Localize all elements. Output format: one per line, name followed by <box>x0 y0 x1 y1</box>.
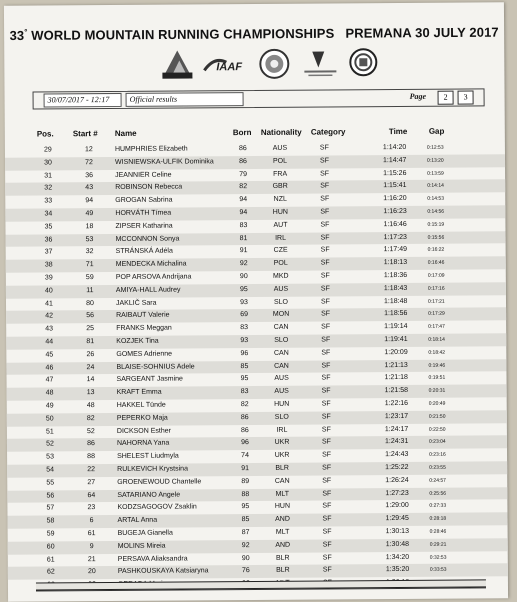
cell-time: 1:35:20 <box>385 566 410 574</box>
cell-gap: 0:17:47 <box>428 323 445 330</box>
cell-nat: MON <box>272 311 290 319</box>
col-header-name: Name <box>114 128 137 138</box>
cell-name: MCCONNON Sonya <box>115 235 180 243</box>
cell-gap: 0:20:31 <box>428 387 446 394</box>
cell-born: 81 <box>239 234 248 242</box>
cell-start: 22 <box>87 466 96 474</box>
cell-nat: HUN <box>274 503 291 511</box>
cell-cat: SF <box>322 553 332 562</box>
col-header-start: Start # <box>72 129 98 139</box>
results-table <box>5 141 508 592</box>
cell-name: KRAFT Emma <box>116 388 162 397</box>
cell-time: 1:24:43 <box>385 451 409 459</box>
cell-cat: SF <box>320 170 330 178</box>
cell-name: RAIBAUT Valerie <box>116 311 170 320</box>
cell-nat: AUS <box>274 387 289 396</box>
cell-born: 90 <box>239 273 248 281</box>
cell-name: JEANNIER Celine <box>115 171 172 179</box>
cell-pos: 56 <box>46 491 55 499</box>
col-header-gap: Gap <box>428 126 445 136</box>
cell-start: 56 <box>86 312 95 320</box>
cell-gap: 0:28:18 <box>429 515 447 522</box>
cell-cat: SF <box>321 387 331 395</box>
cell-cat: SF <box>321 400 331 408</box>
cell-gap: 0:12:53 <box>426 144 444 151</box>
cell-nat: FRA <box>273 170 288 178</box>
col-header-pos: Pos. <box>36 129 54 139</box>
cell-born: 74 <box>241 452 249 460</box>
cell-start: 25 <box>86 325 95 333</box>
cell-gap: 0:15:19 <box>427 221 445 228</box>
fidal-logo <box>300 47 340 79</box>
cell-name: PEPERKO Maja <box>116 414 168 422</box>
cell-start: 64 <box>87 491 96 499</box>
title-degree: ° <box>24 27 28 37</box>
cell-born: 76 <box>241 567 250 575</box>
cell-name: FRANKS Meggan <box>116 324 172 333</box>
page-title <box>4 24 504 43</box>
cell-pos: 45 <box>45 351 54 359</box>
cell-pos: 36 <box>44 235 53 244</box>
cell-start: 6 <box>89 517 94 525</box>
cell-nat: MLT <box>275 490 290 498</box>
cell-start: 88 <box>87 453 95 461</box>
cell-pos: 52 <box>46 440 54 448</box>
cell-time: 1:16:23 <box>383 207 407 216</box>
cell-nat: IRL <box>276 426 288 434</box>
cell-gap: 0:14:56 <box>427 208 445 215</box>
cell-gap: 0:25:56 <box>429 490 447 497</box>
cell-pos: 58 <box>46 517 55 525</box>
title-number: 33 <box>9 27 25 44</box>
cell-start: 21 <box>87 555 96 563</box>
cell-start: 14 <box>86 376 95 384</box>
cell-pos: 41 <box>45 299 53 308</box>
cell-gap: 0:17:09 <box>427 272 445 279</box>
cell-name: SHELEST Liudmyla <box>117 452 179 461</box>
cell-time: 1:18:13 <box>383 259 408 267</box>
cell-gap: 0:13:20 <box>426 157 444 164</box>
cell-start: 94 <box>85 197 94 205</box>
cell-pos: 49 <box>45 402 54 410</box>
cell-pos: 33 <box>44 197 53 205</box>
cell-born: 83 <box>240 324 249 332</box>
cell-gap: 0:23:16 <box>429 451 446 458</box>
print-datetime: 30/07/2017 - 12:17 <box>44 93 122 108</box>
cell-gap: 0:29:21 <box>429 541 447 548</box>
cell-name: RULKEVICH Krystsina <box>117 465 188 473</box>
cell-start: 86 <box>87 440 95 448</box>
cell-nat: IRL <box>275 234 287 242</box>
col-header-category: Category <box>310 127 346 137</box>
cell-nat: SLO <box>274 336 289 344</box>
cell-pos: 43 <box>45 325 54 333</box>
cell-nat: GBR <box>272 183 288 191</box>
cell-name: STRÁNSKÁ Adéla <box>115 247 173 256</box>
cell-time: 1:24:17 <box>384 425 409 433</box>
cell-cat: SF <box>321 362 331 370</box>
cell-cat: SF <box>322 502 332 510</box>
cell-pos: 55 <box>46 479 55 487</box>
cell-nat: MLT <box>275 528 290 536</box>
cell-born: 95 <box>241 503 250 511</box>
cell-born: 95 <box>239 285 248 293</box>
cell-start: 11 <box>86 286 94 294</box>
cell-cat: SF <box>321 336 331 344</box>
cell-gap: 0:20:49 <box>428 400 446 407</box>
cell-time: 1:21:58 <box>384 387 409 395</box>
cell-born: 88 <box>241 490 250 498</box>
cell-time: 1:21:18 <box>384 374 408 382</box>
cell-start: 49 <box>85 210 94 218</box>
cell-gap: 0:22:50 <box>428 426 446 433</box>
cell-name: KOZJEK Tina <box>116 337 159 345</box>
cell-start: 59 <box>85 274 94 282</box>
cell-cat: SF <box>321 426 331 434</box>
cell-start: 72 <box>85 158 93 166</box>
cell-name: DICKSON Esther <box>116 427 171 435</box>
cell-name: GOMES Adrienne <box>116 350 173 358</box>
cell-cat: SF <box>321 349 331 357</box>
cell-start: 23 <box>87 504 96 512</box>
cell-name: HAKKEL Tünde <box>116 401 166 409</box>
cell-start: 61 <box>87 530 96 538</box>
cell-time: 1:15:26 <box>383 169 407 177</box>
cell-start: 24 <box>86 363 95 371</box>
cell-pos: 34 <box>44 210 53 218</box>
cell-gap: 0:18:42 <box>428 349 446 356</box>
cell-cat: SF <box>320 221 330 229</box>
cell-name: HUMPHRIES Elizabeth <box>114 145 188 153</box>
cell-born: 82 <box>240 400 249 409</box>
cell-time: 1:16:46 <box>383 220 407 228</box>
cell-born: 90 <box>241 554 250 562</box>
cell-start: 36 <box>85 171 94 179</box>
cell-time: 1:16:20 <box>383 195 407 203</box>
cell-time: 1:18:56 <box>384 310 408 318</box>
cell-time: 1:21:13 <box>384 361 408 369</box>
cell-name: MOLINS Mireia <box>117 542 166 550</box>
cell-time: 1:23:17 <box>384 412 409 420</box>
cell-cat: SF <box>319 144 329 152</box>
cell-pos: 59 <box>46 530 55 538</box>
cell-gap: 0:18:14 <box>428 336 445 343</box>
cell-nat: UKR <box>274 451 290 459</box>
cell-pos: 51 <box>45 427 54 436</box>
cell-name: PERSAVA Aliaksandra <box>117 554 188 563</box>
cell-cat: SF <box>320 182 330 190</box>
cell-name: SATARIANO Angele <box>117 491 181 499</box>
cell-time: 1:17:23 <box>383 233 407 241</box>
cell-nat: BLR <box>275 554 290 562</box>
cell-gap: 0:17:21 <box>427 298 445 305</box>
cell-name: AMIYA-HALL Audrey <box>115 286 181 294</box>
cell-time: 1:18:36 <box>383 271 408 280</box>
results-sheet <box>4 2 508 601</box>
cell-born: 93 <box>240 337 249 345</box>
cell-name: BUGEJA Gianella <box>117 529 173 537</box>
cell-time: 1:14:20 <box>382 143 407 152</box>
cell-pos: 44 <box>45 338 54 346</box>
cell-start: 12 <box>85 146 93 154</box>
cell-pos: 47 <box>45 376 54 384</box>
cell-pos: 53 <box>46 453 54 461</box>
cell-cat: SF <box>321 413 331 421</box>
cell-cat: SF <box>321 310 331 318</box>
emblem-logo <box>258 48 290 80</box>
cell-born: 86 <box>240 413 249 421</box>
cell-name: BLAISE-SOHNIUS Adele <box>116 362 195 371</box>
cell-pos: 40 <box>44 287 53 295</box>
cell-nat: BLR <box>275 464 289 472</box>
cell-gap: 0:21:50 <box>428 413 446 420</box>
cell-time: 1:29:45 <box>385 515 409 523</box>
cell-name: SARGEANT Jasmine <box>116 375 183 384</box>
cell-time: 1:19:41 <box>384 335 408 344</box>
cell-time: 1:22:16 <box>384 399 409 408</box>
cell-start: 80 <box>86 299 94 307</box>
cell-gap: 0:23:55 <box>429 464 446 471</box>
cell-pos: 38 <box>44 261 53 269</box>
cell-born: 86 <box>240 426 249 434</box>
cell-nat: UKR <box>274 439 290 447</box>
cell-gap: 0:14:14 <box>427 183 444 190</box>
cell-gap: 0:33:53 <box>429 566 447 574</box>
cell-cat: SF <box>320 259 330 267</box>
cell-name: ZIPSER Katharina <box>115 222 173 230</box>
cell-pos: 62 <box>46 568 55 576</box>
cell-born: 94 <box>239 196 248 204</box>
cell-cat: SF <box>321 438 331 446</box>
cell-nat: AND <box>275 541 291 549</box>
cell-name: ROBINSON Rebecca <box>115 183 183 192</box>
cell-time: 1:17:49 <box>383 246 408 254</box>
cell-cat: SF <box>320 246 330 254</box>
cell-gap: 0:19:46 <box>428 362 446 369</box>
cell-gap: 0:28:46 <box>429 528 447 535</box>
cell-pos: 37 <box>44 248 53 256</box>
cell-pos: 61 <box>46 555 55 563</box>
cell-start: 71 <box>85 261 94 269</box>
cell-cat: SF <box>322 464 332 472</box>
cell-pos: 29 <box>44 146 52 154</box>
cell-time: 1:19:14 <box>384 323 408 331</box>
cell-time: 1:29:00 <box>385 502 409 510</box>
cell-cat: SF <box>322 528 332 536</box>
cell-time: 1:25:22 <box>385 463 409 472</box>
cell-pos: 46 <box>45 363 54 372</box>
cell-born: 83 <box>239 221 248 229</box>
cell-pos: 57 <box>46 504 55 512</box>
cell-born: 92 <box>241 541 250 549</box>
cell-start: 43 <box>85 184 94 192</box>
cell-born: 89 <box>241 477 250 485</box>
cell-cat: SF <box>322 489 332 498</box>
cell-born: 79 <box>239 170 248 178</box>
cell-start: 48 <box>86 402 95 410</box>
cell-time: 1:34:20 <box>385 553 410 561</box>
cell-cat: SF <box>320 208 330 216</box>
cell-born: 95 <box>240 375 249 383</box>
col-header-time: Time <box>388 126 408 137</box>
cell-born: 87 <box>241 528 250 537</box>
cell-cat: SF <box>322 566 332 574</box>
cell-born: 86 <box>239 157 247 165</box>
cell-gap: 0:17:29 <box>428 311 445 318</box>
cell-born: 83 <box>240 388 249 396</box>
cell-nat: NZL <box>273 195 287 204</box>
cell-start: 20 <box>87 568 96 576</box>
col-header-nationality: Nationality <box>260 127 302 137</box>
cell-nat: HUN <box>274 400 290 408</box>
cell-nat: CAN <box>273 323 289 332</box>
cell-born: 91 <box>239 247 248 255</box>
cell-name: KODZSAGOGOV Zsaklin <box>117 503 197 512</box>
cell-nat: SLO <box>274 413 289 421</box>
cell-nat: AUT <box>273 221 288 229</box>
cell-born: 86 <box>238 145 247 153</box>
cell-nat: CZE <box>273 247 288 255</box>
cell-time: 1:27:23 <box>385 489 409 497</box>
document-type: Official results <box>126 92 244 107</box>
iaaf-logo <box>202 54 248 76</box>
cell-born: 92 <box>239 260 248 268</box>
cell-born: 82 <box>239 183 248 191</box>
cell-pos: 50 <box>45 415 54 423</box>
page-current: 2 <box>438 91 454 105</box>
wmra-logo <box>160 48 194 80</box>
cell-nat: CAN <box>274 477 290 485</box>
page-label: Page <box>409 91 427 101</box>
cell-born: 96 <box>241 439 249 447</box>
cell-cat: SF <box>322 541 332 549</box>
cell-start: 81 <box>86 338 95 346</box>
cell-gap: 0:32:53 <box>429 554 447 561</box>
cell-name: PASHKOUSKAYA Katsiaryna <box>117 567 209 576</box>
cell-time: 1:30:48 <box>385 540 410 548</box>
cell-pos: 32 <box>44 184 53 192</box>
cell-pos: 30 <box>44 159 52 167</box>
cell-gap: 0:15:56 <box>427 234 445 241</box>
cell-start: 53 <box>85 235 94 243</box>
cell-born: 93 <box>240 298 248 306</box>
cell-start: 52 <box>86 427 95 435</box>
cell-start: 18 <box>85 222 94 230</box>
cell-nat: BLR <box>276 567 290 575</box>
cell-pos: 31 <box>44 172 53 180</box>
cell-pos: 54 <box>46 466 55 474</box>
results-header-bar <box>33 88 485 109</box>
cell-start: 26 <box>86 350 95 358</box>
cell-cat: SF <box>322 515 332 523</box>
cell-born: 96 <box>240 349 249 357</box>
cell-name: HORVÁTH Tímea <box>115 209 172 217</box>
cell-time: 1:30:13 <box>385 527 409 536</box>
cell-start: 27 <box>87 478 96 486</box>
cell-name: JAKLIČ Sara <box>115 299 157 307</box>
cell-nat: AUS <box>272 144 288 152</box>
cell-name: ARTAL Anna <box>117 516 158 525</box>
cell-cat: SF <box>320 285 330 293</box>
cell-time: 1:18:43 <box>383 284 408 292</box>
sponsor-logos <box>154 47 384 83</box>
cell-pos: 35 <box>44 223 53 231</box>
cell-cat: SF <box>319 157 329 165</box>
cell-start: 82 <box>86 414 95 422</box>
cell-nat: HUN <box>272 208 288 216</box>
cell-pos: 42 <box>45 312 54 320</box>
cell-name: NAHORNA Yana <box>116 439 170 448</box>
svg-text:IAAF: IAAF <box>216 61 243 74</box>
cell-nat: CAN <box>274 362 289 370</box>
cell-time: 1:14:47 <box>382 156 407 164</box>
cell-nat: SLO <box>273 298 289 306</box>
cell-gap: 0:27:33 <box>429 502 447 510</box>
title-text: WORLD MOUNTAIN RUNNING CHAMPIONSHIPS PREMANA 30 JULY 2017 <box>31 24 499 43</box>
cell-born: 85 <box>240 362 249 370</box>
cell-cat: SF <box>322 451 332 459</box>
cell-gap: 0:19:51 <box>428 375 446 382</box>
cell-born: 91 <box>241 464 250 473</box>
cell-pos: 39 <box>44 274 53 282</box>
cell-cat: SF <box>321 323 331 331</box>
cell-nat: AND <box>275 515 290 523</box>
cell-pos: 60 <box>46 543 55 551</box>
cell-gap: 0:23:04 <box>428 439 446 446</box>
cell-born: 85 <box>241 516 250 524</box>
cell-time: 1:18:48 <box>383 297 408 305</box>
cell-nat: MKD <box>273 272 289 280</box>
cell-name: GROGAN Sabrina <box>115 196 173 205</box>
cell-name: POP ARSOVA Andrijana <box>115 273 192 281</box>
cell-nat: CAN <box>273 349 289 357</box>
cell-cat: SF <box>322 477 332 485</box>
cell-pos: 48 <box>45 389 54 397</box>
cell-time: 1:20:09 <box>384 348 408 356</box>
cell-born: 69 <box>240 311 249 319</box>
cell-cat: SF <box>320 234 330 242</box>
cell-gap: 0:16:46 <box>427 259 445 266</box>
cell-cat: SF <box>321 374 331 382</box>
cell-time: 1:24:31 <box>384 438 409 446</box>
cell-nat: AUS <box>273 285 289 293</box>
cell-gap: 0:14:53 <box>427 195 444 202</box>
col-header-born: Born <box>232 128 252 138</box>
cell-gap: 0:16:22 <box>427 247 445 254</box>
cell-cat: SF <box>320 195 330 203</box>
cell-cat: SF <box>320 298 330 306</box>
cell-time: 1:26:24 <box>385 476 409 484</box>
cell-gap: 0:13:59 <box>427 170 444 177</box>
cell-name: WISNIEWSKA-ULFIK Dominika <box>114 158 214 166</box>
cell-cat: SF <box>320 272 330 280</box>
cell-nat: POL <box>273 259 288 268</box>
cell-name: GROENEWOUD Chantelle <box>117 478 202 486</box>
cell-start: 9 <box>89 542 94 550</box>
seal-logo <box>348 47 378 77</box>
cell-gap: 0:24:57 <box>429 477 446 484</box>
cell-start: 13 <box>86 389 95 397</box>
cell-start: 32 <box>85 248 94 256</box>
cell-gap: 0:17:16 <box>427 285 445 292</box>
page-total: 3 <box>458 90 474 104</box>
cell-name: MENDECKA Michalina <box>115 260 187 269</box>
cell-nat: POL <box>272 157 288 165</box>
cell-nat: AUS <box>274 375 289 383</box>
cell-born: 94 <box>239 209 248 217</box>
cell-time: 1:15:41 <box>383 182 407 190</box>
